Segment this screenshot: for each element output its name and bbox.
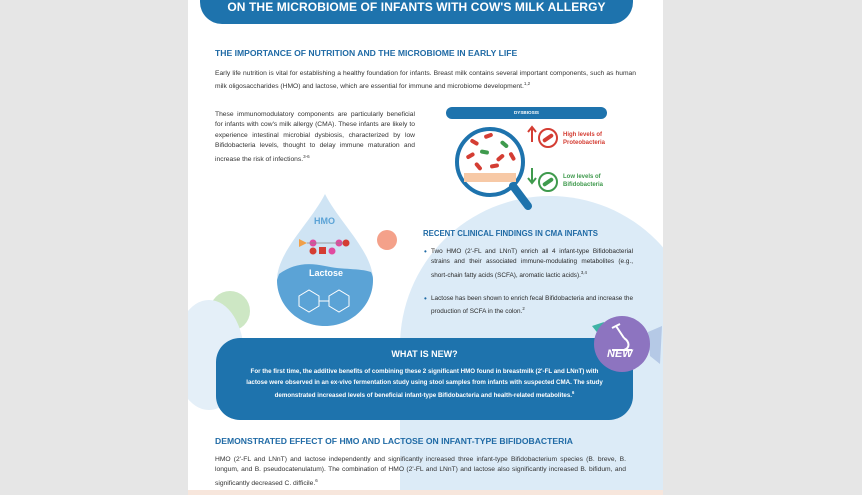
high-proteobacteria-label: High levels of Proteobacteria — [563, 132, 606, 146]
findings-heading: RECENT CLINICAL FINDINGS IN CMA INFANTS — [423, 229, 598, 238]
new-badge — [586, 312, 663, 380]
dysbiosis-pill: DYSBIOSIS — [446, 107, 607, 119]
bottom-strip — [188, 490, 663, 495]
new-badge-circle-icon — [594, 316, 650, 372]
intro-paragraph: Early life nutrition is vital for establishing a healthy foundation for infants. Breast milk contains several important components, such as human milk oligosaccharides (HMO) and lactose, which are essential for immune and microbiome development.$^{1,2}$ — [215, 70, 636, 91]
findings-bullet-1: • Two HMO (2'-FL and LNnT) enrich all 4 infant-type Bifidobacterial strains and their associated immune-modulating metabolites (e.g., short-chain fatty acids (SCFA), aromatic lactic acids).$^{3,4}$ — [424, 247, 633, 281]
decor-circle-orange — [377, 230, 397, 250]
section1-heading: THE IMPORTANCE OF NUTRITION AND THE MICROBIOME IN EARLY LIFE — [215, 48, 518, 58]
title-banner — [200, 0, 633, 24]
section2-heading: DEMONSTRATED EFFECT OF HMO AND LACTOSE ON INFANT-TYPE BIFIDOBACTERIA — [215, 436, 573, 446]
infographic-page — [188, 0, 663, 495]
findings-bullet-2: • Lactose has been shown to enrich fecal Bifidobacteria and increase the production of SCFA in the colon.$^2$ — [424, 294, 633, 318]
whats-new-title: WHAT IS NEW? — [391, 349, 458, 359]
new-badge-label: NEW — [607, 348, 633, 360]
milk-drop-illustration — [273, 192, 377, 328]
trend-arrows — [526, 124, 562, 196]
whats-new-text: For the first time, the additive benefits of combining these 2 significant HMO found in breastmilk (2'-FL and LNnT) with lactose were observed in an ex-vivo fermentation study using stool samples from infants with suspected CMA. The study demonstrated increased levels of beneficial infant-type Bifidobacteria and health-related metabolites.$^6$ — [246, 368, 603, 400]
arrow-up-icon — [528, 127, 536, 142]
whats-new-box — [216, 338, 633, 420]
lactose-label: Lactose — [309, 268, 344, 278]
banner-title: ON THE MICROBIOME OF INFANTS WITH COW'S MILK ALLERGY — [227, 0, 606, 14]
section2-paragraph: HMO (2'-FL and LNnT) and lactose independently and significantly increased three infant-type Bifidobacterium species (B. breve, B. longum, and B. pseudocatenulatum). The combination of HMO (2'-FL and LNnT) and lactose also significantly increased B. bifidum, and significantly decreased C. difficile.$^6$ — [215, 456, 626, 488]
hmo-label: HMO — [314, 216, 335, 226]
cma-paragraph: These immunomodulatory components are particularly beneficial for infants with cow's milk allergy (CMA). These infants are likely to experience intestinal microbial dysbiosis, characterized by low Bifidobacteria levels, thought to delay immune maturation and increase the risk of infections.$^{3-6}$ — [215, 111, 415, 163]
arrow-down-icon — [528, 168, 536, 183]
low-bifidobacteria-label: Low levels of Bifidobacteria — [563, 174, 604, 188]
gut-lining-icon — [464, 173, 516, 182]
